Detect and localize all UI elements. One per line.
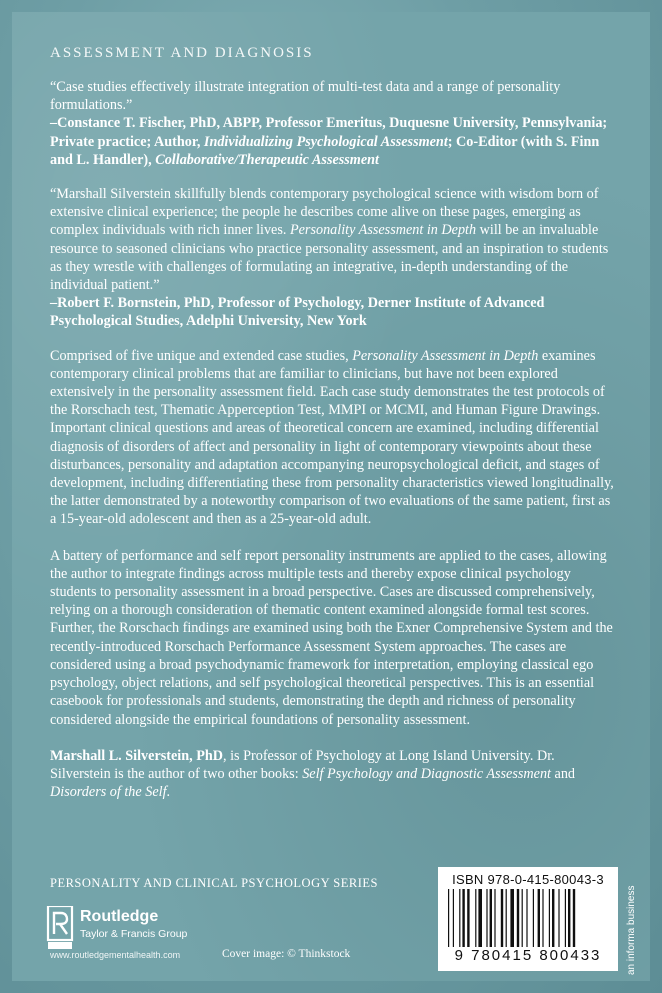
barcode-bar (573, 889, 575, 947)
book-title-ref: Disorders of the Self (50, 784, 167, 801)
barcode-bar (558, 889, 559, 947)
bio-text: and (550, 765, 576, 782)
barcode-bar (549, 889, 550, 947)
isbn-label: ISBN 978-0-415-80043-3 (452, 872, 604, 887)
barcode-bar (475, 889, 476, 947)
category-label: ASSESSMENT AND DIAGNOSIS (50, 45, 314, 61)
description-paragraph-1 (50, 347, 616, 529)
barcode-bar (490, 889, 492, 947)
bio-text: , is Professor of Psychology at Long Island University. Dr. Silverstein is the author of two other books: (50, 747, 555, 782)
barcode-bar (526, 889, 527, 947)
description-paragraph-2: A battery of performance and self report personality instruments are applied to the cases, allowing the author to integrate findings across multiple tests and thereby expose clinical psychology students to personality assessment in a broad perspective. Cases are discussed comprehensively, relying on a thorough consideration of thematic content examined alongside formal test scores. Further, the Rorschach findings are examined using both the Exner Comprehensive System and the recently-introduced Rorschach Performance Assessment System approaches. The cases are considered using a broad psychodynamic framework for interpretation, employing classical ego psychology, object relations, and self psychological theoretical perspectives. This is an essential casebook for professionals and students, demonstrating the depth and richness of personality considered alongside the empirical foundations of personality assessment. (50, 547, 613, 728)
cover-image-credit: Cover image: © Thinkstock (222, 948, 351, 960)
barcode-panel (438, 867, 618, 971)
barcode-bar (501, 889, 503, 947)
barcode-bar (542, 889, 543, 947)
routledge-logo-icon (46, 906, 74, 950)
barcode-bar (459, 889, 460, 947)
endorsement-2-attribution: –Robert F. Bornstein, PhD, Professor of Psychology, Derner Institute of Advanced Psychological Studies, Adelphi University, New York (50, 295, 545, 330)
imprint-text: an informa business (626, 885, 637, 975)
publisher-name: Routledge (80, 908, 159, 925)
bio-text: . (166, 784, 171, 801)
attr-part: ; Co-Editor (with S. Finn and L. Handler), (50, 133, 600, 168)
barcode-bar (517, 889, 519, 947)
barcode-bar (533, 889, 534, 947)
barcode-bar (565, 889, 566, 947)
endorsement-1-text: “Case studies effectively illustrate integration of multi-test data and a range of personality formulations.” (50, 79, 561, 114)
cover-text (50, 78, 616, 801)
endorsement-1 (50, 78, 616, 169)
barcode-bar (510, 889, 514, 947)
barcode-bar (467, 889, 469, 947)
barcode-bars (446, 889, 610, 947)
barcode-bar (453, 889, 454, 947)
barcode-number: 9 780415 800433 (454, 947, 602, 964)
barcode-bar (486, 889, 487, 947)
endorsement-2-text: will be an invaluable resource to seasoned clinicians who practice personality assessment, and an inspiration to students as they wrestle with challenges of formulating an integrative, in-depth understanding of the individual patient.” (50, 222, 609, 294)
book-title-ref: Personality Assessment in Depth (289, 222, 477, 239)
barcode-bar (448, 889, 449, 947)
endorsement-1-attribution (50, 115, 607, 167)
endorsement-2-text: “Marshall Silverstein skillfully blends contemporary psychological science with wisdom born of extensive clinical experience; the people he describes come alive on these pages, emerging as complex individuals with rich inner lives. (50, 186, 599, 239)
attr-part: –Constance T. Fischer, PhD, ABPP, Professor Emeritus, Duquesne University, Pennsylvania; Private practice; Author, (50, 115, 608, 150)
series-name: PERSONALITY AND CLINICAL PSYCHOLOGY SERIES (50, 876, 378, 890)
barcode-bar (462, 889, 464, 947)
para-text: Comprised of five unique and extended case studies, (50, 347, 353, 364)
barcode-bar (568, 889, 570, 947)
barcode-bar (494, 889, 495, 947)
attr-book-title: Individualizing Psychological Assessment (203, 133, 448, 150)
attr-book-title: Collaborative/Therapeutic Assessment (155, 151, 379, 168)
author-bio (50, 747, 616, 802)
publisher-group: Taylor & Francis Group (80, 928, 188, 940)
barcode-bar (522, 889, 523, 947)
barcode-bar (538, 889, 540, 947)
book-title-ref: Self Psychology and Diagnostic Assessment (302, 765, 551, 782)
barcode-bar (478, 889, 482, 947)
author-name: Marshall L. Silverstein, PhD (50, 747, 224, 764)
book-title-ref: Personality Assessment in Depth (352, 347, 539, 364)
barcode-bar (506, 889, 507, 947)
para-text: examines contemporary clinical problems that are familiar to clinicians, but have not been explored extensively in the personality assessment field. Each case study demonstrates the test protocols of the Rorschach test, Thematic Apperception Test, MMPI or MCMI, and Human Figure Drawings. Important clinical questions and areas of theoretical concern are examined, including differential diagnosis of disorders of affect and personality in light of contemporary viewpoints about these disturbances, personality and adaptation accompanying neuropsychological deficit, and stages of development, including differentiating these from personality characteristics viewed longitudinally, the latter demonstrated by a noteworthy comparison of two evaluations of the same patient, first as a 15-year-old adolescent and then as a 25-year-old adult. (50, 347, 614, 528)
barcode-bar (552, 889, 554, 947)
endorsement-2 (50, 185, 616, 331)
publisher-website: www.routledgementalhealth.com (50, 950, 181, 960)
